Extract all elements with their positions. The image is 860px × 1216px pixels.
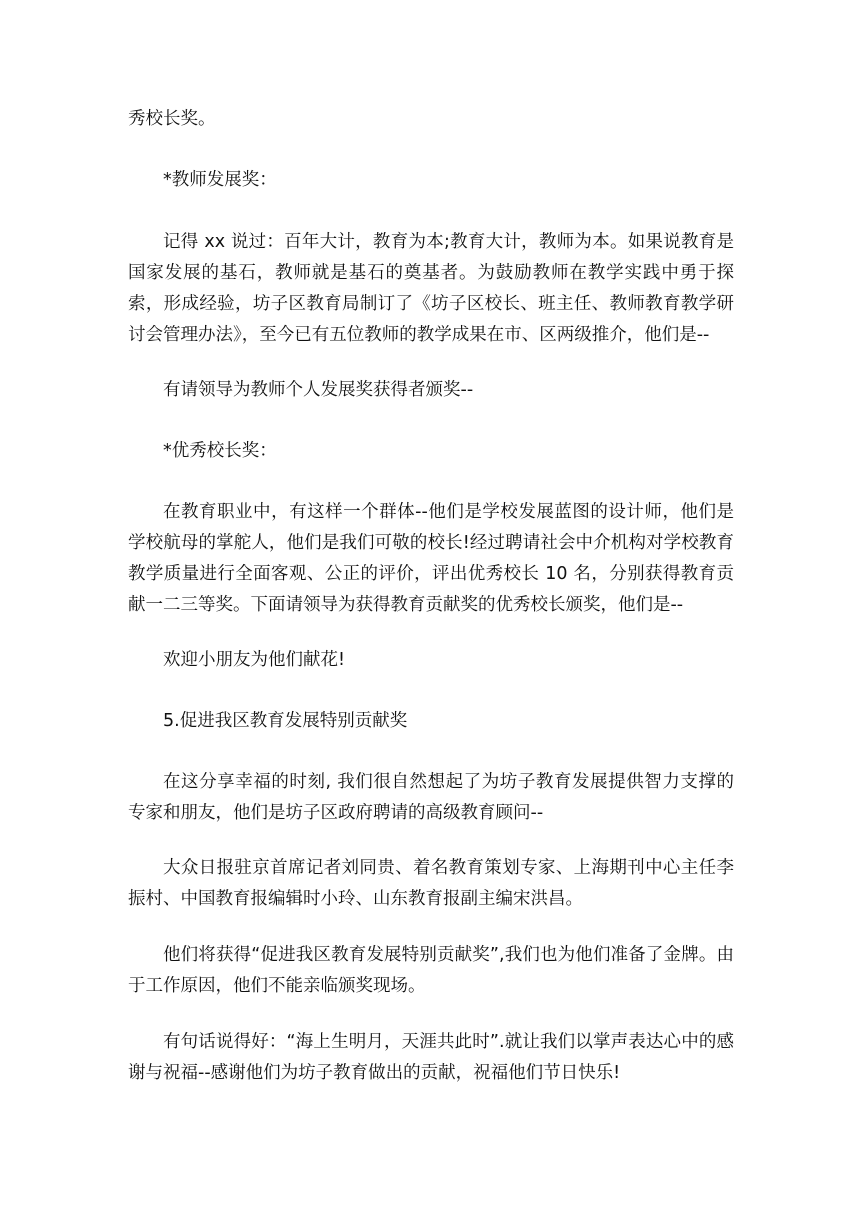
paragraph-teacher-development-intro: 记得 xx 说过：百年大计，教育为本;教育大计，教师为本。如果说教育是国家发展的基石，教师就是基石的奠基者。为鼓励教师在教学实践中勇于探索，形成经验，坊子区教育局制订了《坊子区校长、班主任、教师教育教学研讨会管理办法》，至今已有五位教师的教学成果在市、区两级推介，他们是--	[128, 232, 734, 345]
section-heading-teacher-development-award: *教师发展奖：	[163, 170, 277, 190]
paragraph-welcome-children-flowers: 欢迎小朋友为他们献花!	[163, 650, 346, 670]
section-heading-excellent-principal-award: *优秀校长奖：	[163, 441, 277, 461]
paragraph-continued-heading: 秀校长奖。	[128, 109, 216, 129]
section-heading-special-contribution-award: 5.促进我区教育发展特别贡献奖	[163, 711, 408, 731]
paragraph-advisors-intro: 在这分享幸福的时刻, 我们很自然想起了为坊子教育发展提供智力支撑的专家和朋友，他们是坊子区政府聘请的高级教育顾问--	[128, 772, 734, 823]
paragraph-excellent-principal-intro: 在教育职业中，有这样一个群体--他们是学校发展蓝图的设计师，他们是学校航母的掌舵人，他们是我们可敬的校长!经过聘请社会中介机构对学校教育教学质量进行全面客观、公正的评价，评出优秀校长 10 名，分别获得教育贡献一二三等奖。下面请领导为获得教育贡献奖的优秀校长颁奖，他们是--	[128, 502, 734, 615]
paragraph-advisors-list: 大众日报驻京首席记者刘同贵、着名教育策划专家、上海期刊中心主任李振村、中国教育报编辑时小玲、山东教育报副主编宋洪昌。	[128, 858, 734, 909]
paragraph-closing-thanks: 有句话说得好：“海上生明月，天涯共此时”.就让我们以掌声表达心中的感谢与祝福--感谢他们为坊子教育做出的贡献，祝福他们节日快乐!	[128, 1032, 734, 1083]
paragraph-gold-medal-note: 他们将获得“促进我区教育发展特别贡献奖”,我们也为他们准备了金牌。由于工作原因，他们不能亲临颁奖现场。	[128, 945, 734, 996]
paragraph-invite-leaders-teacher-award: 有请领导为教师个人发展奖获得者颁奖--	[163, 380, 474, 400]
